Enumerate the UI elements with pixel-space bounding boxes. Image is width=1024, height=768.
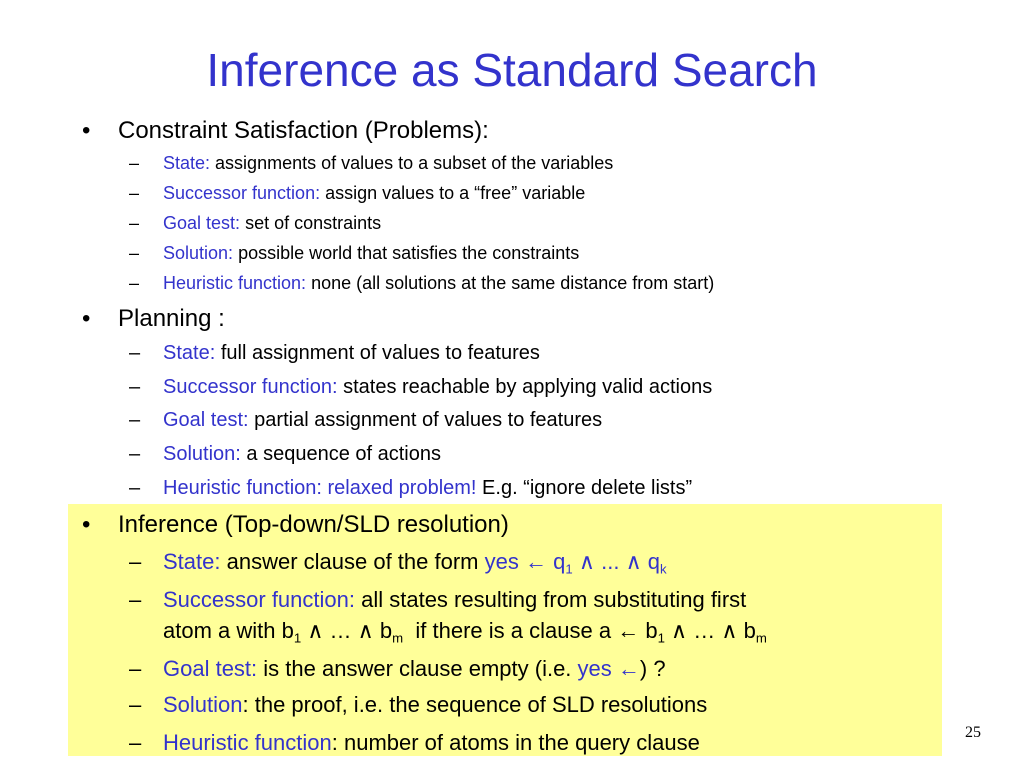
item-text: answer clause of the form	[226, 549, 479, 574]
dash-marker: –	[129, 342, 141, 364]
dash-marker: –	[129, 183, 140, 203]
dash-marker: –	[129, 656, 142, 681]
bullet-marker: •	[82, 117, 91, 144]
list-item-continuation: atom a with $b_1$ ∧ … ∧ $b_m$ if there is a clause a ← $b_1$ ∧ … ∧ $b_m$	[163, 618, 767, 646]
item-text: E.g. “ignore delete lists”	[482, 477, 693, 499]
item-label: Goal test:	[163, 656, 258, 681]
item-label: State:	[163, 342, 216, 364]
dash-marker: –	[129, 273, 140, 293]
item-label: Goal test:	[163, 409, 249, 431]
item-text: full assignment of values to features	[220, 342, 540, 364]
item-text: none (all solutions at the same distance from start)	[311, 273, 715, 293]
item-label: Solution:	[163, 443, 241, 465]
item-text: : number of atoms in the query clause	[331, 730, 700, 755]
item-label: Successor function:	[163, 587, 355, 612]
dash-marker: –	[129, 443, 141, 465]
item-label: Solution:	[163, 243, 234, 263]
bullet-marker: •	[82, 511, 91, 538]
item-text: all states resulting from substituting first	[361, 587, 747, 612]
dash-marker: –	[129, 549, 142, 574]
dash-marker: –	[129, 243, 140, 263]
formula: yes ←	[577, 656, 640, 681]
dash-marker: –	[129, 587, 142, 612]
item-label: Successor function:	[163, 376, 338, 398]
item-label: State:	[163, 549, 221, 574]
bullet-heading: Constraint Satisfaction (Problems):	[118, 117, 489, 144]
item-label: Heuristic function: relaxed problem!	[163, 477, 477, 499]
item-text: : the proof, i.e. the sequence of SLD resolutions	[242, 692, 708, 717]
page-number: 25	[965, 724, 981, 741]
bullet-marker: •	[82, 305, 91, 332]
item-label: State:	[163, 153, 211, 173]
bullet-heading: Planning :	[118, 305, 225, 332]
formula: yes ← $q_1$ ∧ ... ∧ $q_k$	[484, 549, 667, 577]
item-text: assignments of values to a subset of the variables	[215, 153, 614, 173]
dash-marker: –	[129, 213, 140, 233]
dash-marker: –	[129, 153, 140, 173]
item-label: Heuristic function:	[163, 273, 307, 293]
item-text: assign values to a “free” variable	[325, 183, 586, 203]
item-label: Solution	[163, 692, 243, 717]
dash-marker: –	[129, 692, 142, 717]
dash-marker: –	[129, 477, 141, 499]
slide-title: Inference as Standard Search	[206, 44, 818, 96]
dash-marker: –	[129, 376, 141, 398]
item-text: possible world that satisfies the constraints	[238, 243, 580, 263]
bullet-heading: Inference (Top-down/SLD resolution)	[118, 511, 509, 538]
dash-marker: –	[129, 409, 141, 431]
item-label: Heuristic function	[163, 730, 332, 755]
item-label: Goal test:	[163, 213, 241, 233]
item-text: set of constraints	[245, 213, 382, 233]
item-text: partial assignment of values to features	[254, 409, 603, 431]
item-text: a sequence of actions	[246, 443, 441, 465]
item-label: Successor function:	[163, 183, 321, 203]
item-text: is the answer clause empty (i.e.	[263, 656, 572, 681]
dash-marker: –	[129, 730, 142, 755]
item-text: states reachable by applying valid actions	[343, 376, 713, 398]
